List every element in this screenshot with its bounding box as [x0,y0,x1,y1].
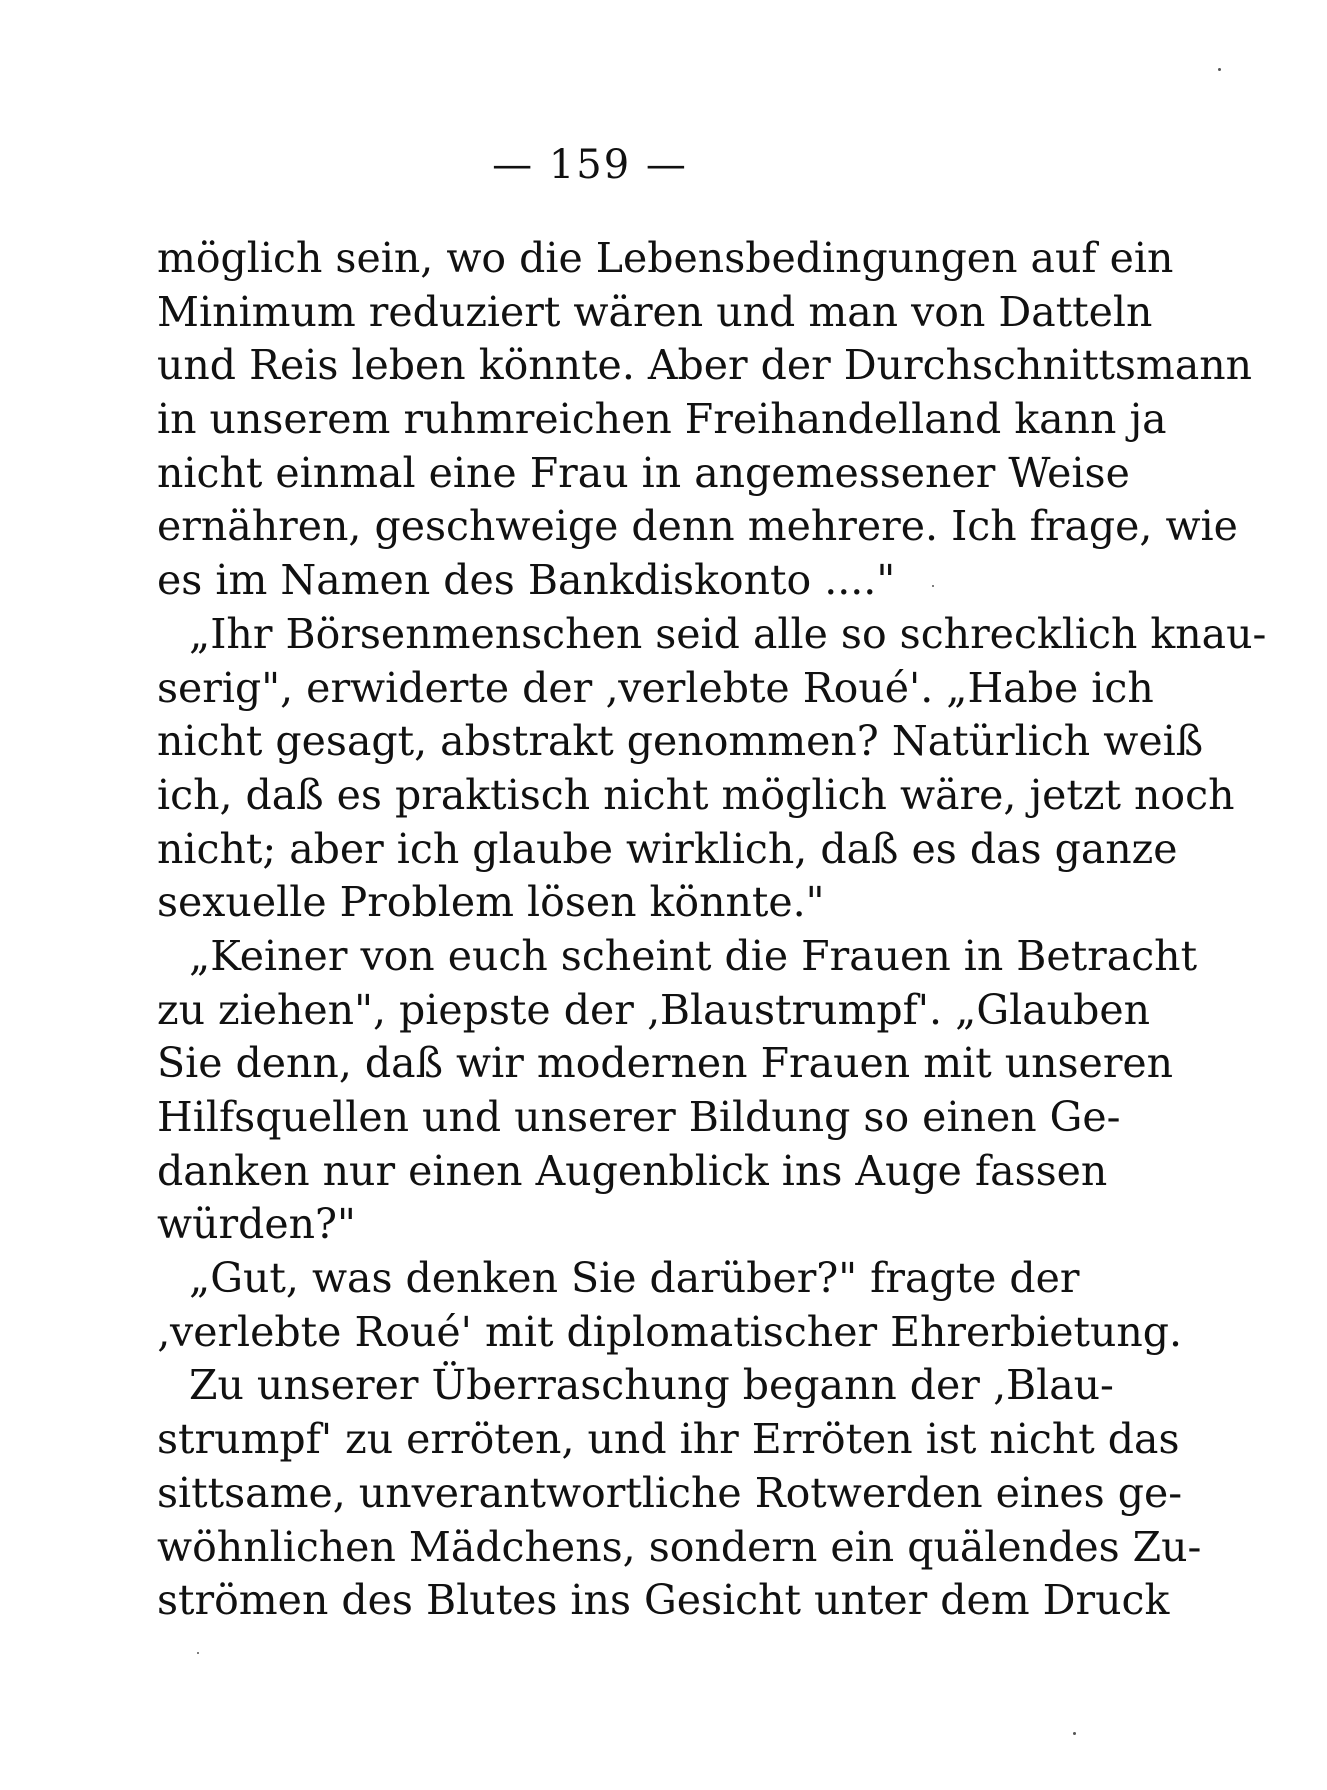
text-line: nicht einmal eine Frau in angemessener Weise [157,448,1130,497]
page-number: — 159 — [492,142,688,188]
scan-speck [197,1652,199,1654]
text-line: ich, daß es praktisch nicht möglich wäre, jetzt noch [157,770,1235,819]
text-line: Sie denn, daß wir modernen Frauen mit unseren [157,1039,1174,1088]
text-line: sexuelle Problem lösen könnte." [157,878,825,927]
text-line: in unserem ruhmreichen Freihandelland kann ja [157,395,1167,444]
text-line: zu ziehen", piepste der ‚Blaustrumpf'. „Glauben [157,985,1150,1034]
text-line: strömen des Blutes ins Gesicht unter dem Druck [157,1576,1170,1625]
text-line: serig", erwiderte der ‚verlebte Roué'. „Habe ich [157,663,1154,712]
text-line: sittsame, unverantwortliche Rotwerden eines ge- [157,1468,1183,1517]
paragraph-first-line: „Keiner von euch scheint die Frauen in Betracht [189,931,1198,980]
text-line: Hilfsquellen und unserer Bildung so einen Ge- [157,1093,1121,1141]
scan-speck [1218,68,1221,71]
text-line: danken nur einen Augenblick ins Auge fassen [157,1146,1108,1195]
text-line: möglich sein, wo die Lebensbedingungen auf ein [157,234,1174,282]
text-line: ‚verlebte Roué' mit diplomatischer Ehrerbietung. [157,1307,1183,1356]
paragraph-first-line: „Ihr Börsenmenschen seid alle so schrecklich knau- [189,609,1267,658]
scan-speck [1073,1732,1076,1735]
text-line: würden?" [157,1200,356,1249]
text-line: Minimum reduziert wären und man von Datteln [157,287,1153,336]
scan-speck [932,585,934,587]
text-line: nicht; aber ich glaube wirklich, daß es das ganze [157,824,1178,873]
paragraph-first-line: Zu unserer Überraschung begann der ‚Blau- [189,1361,1114,1410]
text-line: es im Namen des Bankdiskonto ...." [157,556,896,605]
paragraph-first-line: „Gut, was denken Sie darüber?" fragte der [189,1254,1080,1303]
body-text [157,232,1267,1628]
text-line: wöhnlichen Mädchens, sondern ein quälendes Zu- [157,1522,1202,1571]
text-line: strumpf' zu erröten, und ihr Erröten ist nicht das [157,1415,1180,1464]
text-line: nicht gesagt, abstrakt genommen? Natürlich weiß [157,717,1204,766]
text-line: und Reis leben könnte. Aber der Durchschnittsmann [157,341,1253,390]
text-line: ernähren, geschweige denn mehrere. Ich frage, wie [157,502,1238,551]
